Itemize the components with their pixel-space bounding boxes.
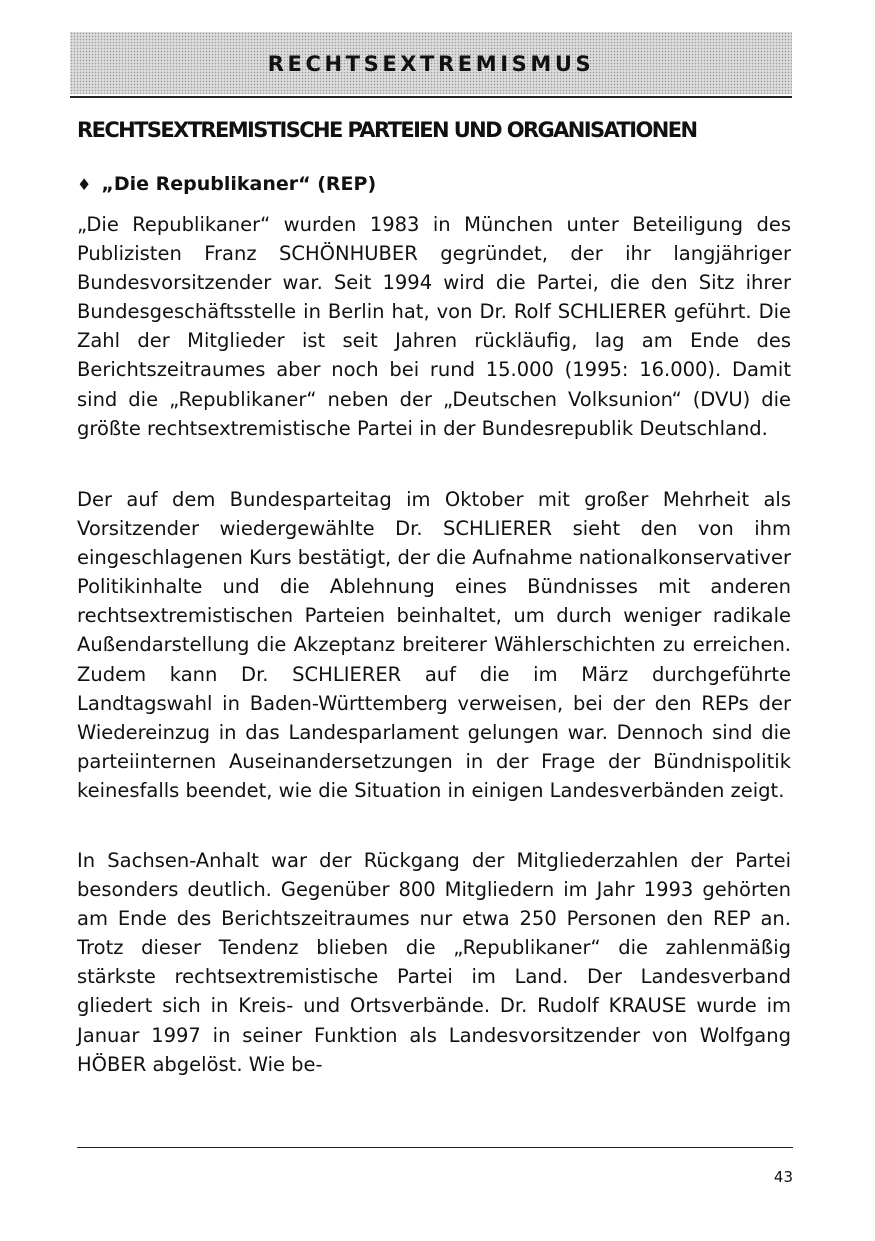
section-heading: RECHTSEXTREMISTISCHE PARTEIEN UND ORGANISATIONEN <box>77 118 697 142</box>
paragraph-3: In Sachsen-Anhalt war der Rückgang der Mitgliederzahlen der Partei besonders deutlich. Gegenüber 800 Mitgliedern im Jahr 1993 gehörten am Ende des Berichtszeitraumes nur etwa 250 Personen den REP an. Trotz dieser Tendenz blieben die „Republikaner“ die zahlenmäßig stärkste rechtsextremistische Partei im Land. Der Landesverband gliedert sich in Kreis- und Ortsverbände. Dr. Rudolf KRAUSE wurde im Januar 1997 in seiner Funktion als Landesvorsitzender von Wolfgang HÖBER abgelöst. Wie be- <box>77 849 791 1076</box>
sub-heading-text: „Die Republikaner“ (REP) <box>101 173 377 195</box>
page-number: 43 <box>773 1168 793 1186</box>
sub-heading <box>77 173 376 195</box>
paragraph-2: Der auf dem Bundesparteitag im Oktober mit großer Mehrheit als Vorsitzender wiedergewählte Dr. SCHLIERER sieht den von ihm eingeschlagenen Kurs bestätigt, der die Aufnahme nationalkonservativer Politikinhalte und die Ablehnung eines Bündnisses mit anderen rechtsextremistischen Parteien beinhaltet, um durch weniger radikale Außendarstellung die Akzeptanz breiterer Wählerschichten zu erreichen. Zudem kann Dr. SCHLIERER auf die im März durchgeführte Landtagswahl in Baden-Württemberg verweisen, bei der den REPs der Wiedereinzug in das Landesparlament gelungen war. Dennoch sind die parteiinternen Auseinandersetzungen in der Frage der Bündnispolitik keinesfalls beendet, wie die Situation in einigen Landesverbänden zeigt. <box>77 488 791 802</box>
footer-rule <box>77 1147 793 1148</box>
paragraph-1: „Die Republikaner“ wurden 1983 in München unter Beteiligung des Publizisten Franz SCHÖNHUBER gegründet, der ihr langjähriger Bundesvorsitzender war. Seit 1994 wird die Partei, die den Sitz ihrer Bundesgeschäftsstelle in Berlin hat, von Dr. Rolf SCHLIERER geführt. Die Zahl der Mitglieder ist seit Jahren rückläufig, lag am Ende des Berichtszeitraumes aber noch bei rund 15.000 (1995: 16.000). Damit sind die „Republikaner“ neben der „Deutschen Volksunion“ (DVU) die größte rechtsextremistische Partei in der Bundesrepublik Deutschland. <box>77 213 791 440</box>
running-title: RECHTSEXTREMISMUS <box>267 52 595 76</box>
header-rule <box>70 96 792 98</box>
diamond-bullet-icon: ♦ <box>77 175 92 194</box>
